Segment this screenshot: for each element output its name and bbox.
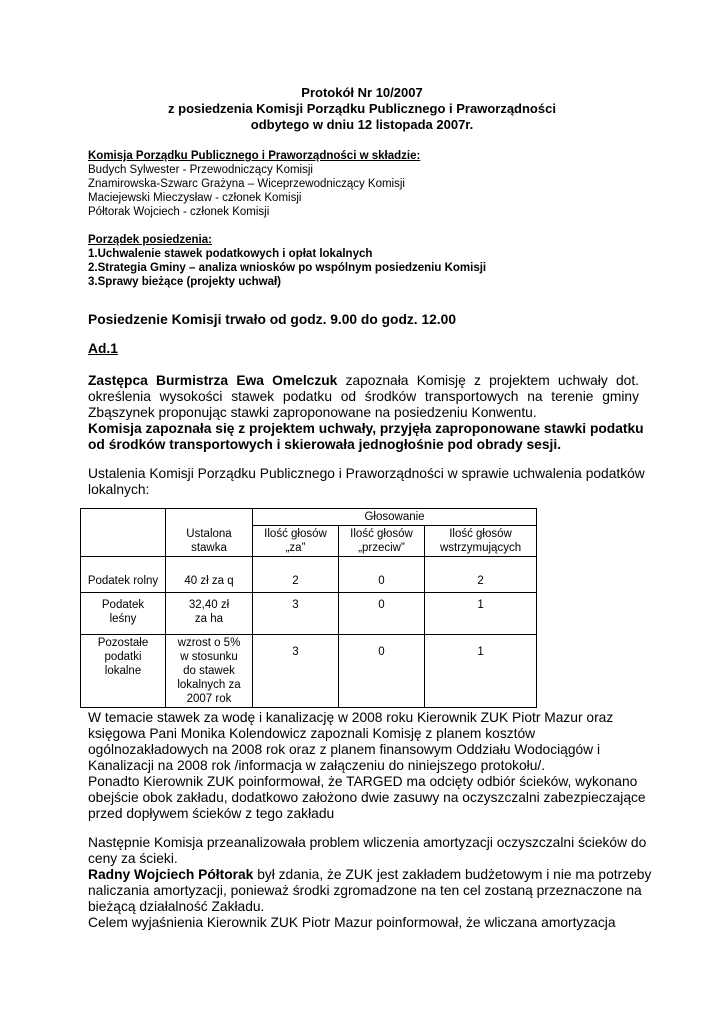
member-item: Półtorak Wojciech - członek Komisji — [88, 206, 270, 218]
ad1-decision-line: Komisja zapoznała się z projektem uchwały, przyjęła zaproponowane stawki podatku — [88, 421, 644, 436]
row-rate: 40 zł za q — [166, 557, 253, 593]
protocol-subtitle: z posiedzenia Komisji Porządku Publicznego i Praworządności — [168, 101, 556, 116]
row-votes-abstain: 1 — [425, 593, 537, 635]
water-line: Ponadto Kierownik ZUK poinformował, że TARGED ma odcięty odbiór ścieków, wykonano — [88, 774, 638, 789]
row-votes-against: 0 — [339, 593, 425, 635]
member-item: Znamirowska-Szwarc Grażyna – Wiceprzewodniczący Komisji — [88, 178, 405, 190]
speaker-name: Zastępca Burmistrza Ewa Omelczuk — [88, 373, 338, 388]
row-votes-against: 0 — [339, 635, 425, 708]
ad1-text: zapoznała Komisję z projektem uchwały dot. — [337, 373, 639, 388]
water-line: Kanalizacji na 2008 rok /informacja w załączeniu do niniejszego protokołu/. — [88, 758, 546, 773]
table-row — [81, 593, 537, 635]
ad1-paragraph-line: Zbąszynek proponując stawki zaproponowane na posiedzeniu Konwentu. — [88, 405, 537, 420]
water-line: W temacie stawek za wodę i kanalizację w 2008 roku Kierownik ZUK Piotr Mazur oraz — [88, 710, 614, 725]
water-line: przed dopływem ścieków z tego zakładu — [88, 806, 335, 821]
tax-voting-table — [80, 508, 537, 708]
row-rate: 32,40 zł za ha — [166, 593, 253, 635]
header-rate: Ustalona stawka — [166, 509, 253, 557]
row-votes-for: 3 — [253, 635, 339, 708]
composition-title: Komisja Porządku Publicznego i Praworządności w składzie: — [88, 150, 421, 162]
header-voting: Głosowanie — [253, 509, 537, 526]
amort-line: ceny za ścieki. — [88, 851, 178, 866]
amort-line — [88, 867, 651, 883]
session-time: Posiedzenie Komisji trwało od godz. 9.00 do godz. 12.00 — [88, 312, 456, 327]
agenda-item: 1.Uchwalenie stawek podatkowych i opłat lokalnych — [88, 248, 373, 260]
water-line: ogólnozakładowych na 2008 rok oraz z planem finansowym Oddziału Wodociągów i — [88, 742, 601, 757]
amort-line: Następnie Komisja przeanalizowała problem wliczenia amortyzacji oczyszczalni ścieków do — [88, 835, 647, 850]
row-votes-for: 2 — [253, 557, 339, 593]
member-item: Maciejewski Mieczysław - członek Komisji — [88, 192, 302, 204]
findings-line: lokalnych: — [88, 482, 150, 497]
table-row — [81, 557, 537, 593]
row-votes-abstain: 1 — [425, 635, 537, 708]
water-line: obejście obok zakładu, dodatkowo założono dwie zasuwy na oczyszczalni zabezpieczające — [88, 790, 646, 805]
findings-line: Ustalenia Komisji Porządku Publicznego i Praworządności w sprawie uchwalenia podatków — [88, 466, 645, 481]
amort-text: był zdania, że ZUK jest zakładem budżetowym i nie ma potrzeby — [253, 867, 652, 882]
table-row — [81, 635, 537, 708]
agenda-item: 2.Strategia Gminy – analiza wniosków po wspólnym posiedzeniu Komisji — [88, 262, 487, 274]
agenda-item: 3.Sprawy bieżące (projekty uchwał) — [88, 276, 282, 288]
row-rate: wzrost o 5% w stosunku do stawek lokalnych za 2007 rok — [166, 635, 253, 708]
ad1-paragraph-line — [88, 373, 639, 389]
water-line: księgowa Pani Monika Kolendowicz zapoznali Komisję z planem kosztów — [88, 726, 536, 741]
protocol-date: odbytego w dniu 12 listopada 2007r. — [250, 117, 474, 132]
header-votes-abstain: Ilość głosów wstrzymujących — [425, 526, 537, 557]
ad1-paragraph-line: określenia wysokości stawek podatku od środków transportowych na terenie gminy — [88, 389, 639, 404]
row-votes-for: 3 — [253, 593, 339, 635]
row-votes-against: 0 — [339, 557, 425, 593]
ad1-decision-line: od środków transportowych i skierowała jednogłośnie pod obrady sesji. — [88, 437, 562, 452]
row-tax-name: Podatek rolny — [81, 557, 166, 593]
row-tax-name: Podatek leśny — [81, 593, 166, 635]
member-item: Budych Sylwester - Przewodniczący Komisji — [88, 164, 313, 176]
amort-line: naliczania amortyzacji, ponieważ środki zgromadzone na ten cel zostaną przeznaczone na — [88, 883, 642, 898]
header-votes-for: Ilość głosów „za” — [253, 526, 339, 557]
agenda-title: Porządek posiedzenia: — [88, 234, 212, 246]
amort-line: bieżącą działalność Zakładu. — [88, 899, 265, 914]
row-tax-name: Pozostałe podatki lokalne — [81, 635, 166, 708]
empty-header-cell — [81, 509, 166, 557]
councillor-name: Radny Wojciech Półtorak — [88, 867, 254, 882]
section-heading-ad1: Ad.1 — [88, 341, 118, 356]
row-votes-abstain: 2 — [425, 557, 537, 593]
amort-line: Celem wyjaśnienia Kierownik ZUK Piotr Mazur poinformował, że wliczana amortyzacja — [88, 915, 616, 930]
protocol-title: Protokół Nr 10/2007 — [301, 85, 423, 100]
header-votes-against: Ilość głosów „przeciw” — [339, 526, 425, 557]
